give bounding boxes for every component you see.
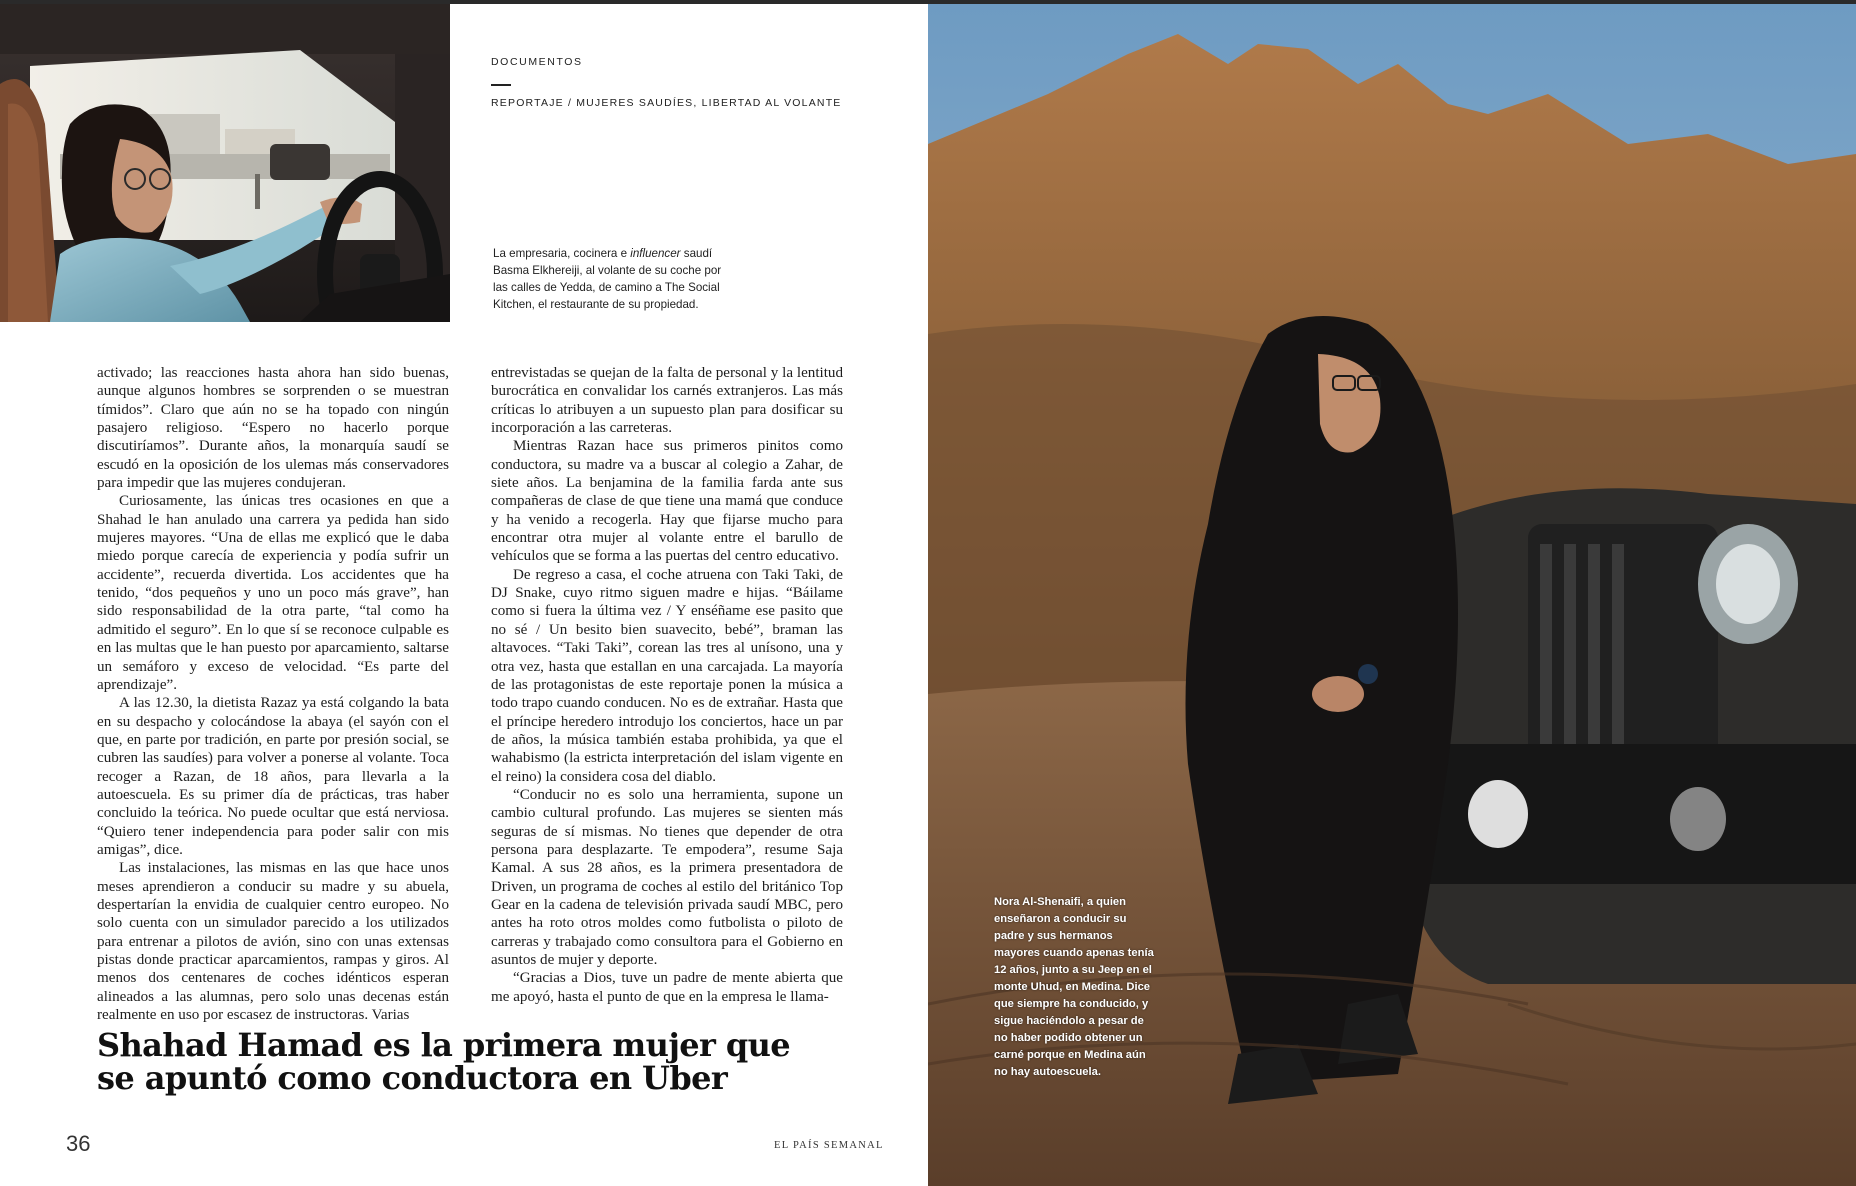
section-label: DOCUMENTOS — [491, 56, 583, 68]
paragraph: Curiosamente, las únicas tres ocasiones en que a Shahad le han anulado una carrera ya pedida han sido mujeres mayores. “Una de ellas me explicó que le daba miedo porque carecía de experiencia y podía sufrir un accidente”, recuerda divertida. Los accidentes que ha tenido, “dos pequeños y uno un poco más grave”, han sido responsabilidad de la otra parte, “tal como ha admitido el seguro”. En lo que sí se reconoce culpable es en las multas que le han puesto por aparcamiento, saltarse un semáforo y exceso de velocidad. “Es parte del aprendizaje”. — [97, 493, 449, 693]
paragraph: activado; las reacciones hasta ahora han sido buenas, aunque algunos hombres se sorprenden o se muestran tímidos”. Claro que aún no se ha topado con ningún pasajero religioso. “Espero no hacerlo porque discutiríamos”. Durante años, la monarquía saudí se escudó en la oposición de los ulemas más conservadores para impedir que las mujeres condujeran. — [97, 365, 449, 492]
subsection-label: REPORTAJE / MUJERES SAUDÍES, LIBERTAD AL VOLANTE — [491, 97, 842, 109]
paragraph: “Gracias a Dios, tuve un padre de mente abierta que me apoyó, hasta el punto de que en la empresa le llama- — [491, 970, 843, 1005]
photo-caption-top — [493, 245, 723, 313]
left-page — [0, 4, 928, 1186]
section-divider — [491, 84, 511, 86]
magazine-name: EL PAÍS SEMANAL — [774, 1140, 884, 1151]
paragraph: De regreso a casa, el coche atruena con Taki Taki, de DJ Snake, cuyo ritmo siguen madre e hijas. “Báilame como si fuera la última vez / Y enséñame ese pasito que no sé / Un besito bien suavecito, bebé”, braman las altavoces. “Taki Taki”, corean las tres al unísono, una y otra vez, hasta que estallan en una carcajada. La mayoría de las protagonistas de este reportaje ponen la música a todo trapo cuando conducen. No es de extrañar. Hasta que el príncipe heredero introdujo los conciertos, hace un par de años, la música también estaba prohibida, ya que el wahabismo (la estricta interpretación del islam vigente en el reino) la considera cosa del diablo. — [491, 566, 843, 785]
paragraph: “Conducir no es solo una herramienta, supone un cambio cultural profundo. Las mujeres se sienten más seguras de sí mismas. No tienes que depender de otra persona para desplazarte. Te empodera”, resume Saja Kamal. A sus 28 años, es la primera presentadora de Driven, un programa de coches al estilo del británico Top Gear en la cadena de televisión privada saudí MBC, pero antes ha roto otros moldes como futbolista o piloto de carreras y trabajado como consultora para el Gobierno en asuntos de mujer y deporte. — [491, 786, 843, 968]
page-number: 36 — [66, 1131, 91, 1156]
paragraph: A las 12.30, la dietista Razaz ya está colgando la bata en su despacho y colocándose la abaya (el sayón con el que, en parte por tradición, en parte por presión social, se cubren las saudíes) para volver a ponerse al volante. Toca recoger a Razan, de 18 años, para llevarla a la autoescuela. Es su primer día de prácticas, tras haber concluido la teórica. No puede ocultar que está nerviosa. “Quiero tener independencia para poder salir con mis amigas”, dice. — [97, 695, 449, 858]
photo-caption-right: Nora Al-Shenaifi, a quien enseñaron a conducir su padre y sus hermanos mayores cuando apenas tenía 12 años, junto a su Jeep en el monte Uhud, en Medina. Dice que siempre ha conducido, y sigue haciéndolo a pesar de no haber podido obtener un carné porque en Medina aún no hay autoescuela. — [994, 896, 1154, 1078]
body-column-1 — [97, 364, 449, 1024]
caption-top-text-pre: La empresaria, cocinera e — [493, 247, 631, 260]
caption-top-text-post: saudí Basma Elkhereiji, al volante de su coche por las calles de Yedda, de camino a The Social Kitchen, el restaurante de su propiedad. — [493, 247, 722, 311]
body-column-2 — [491, 364, 843, 1006]
paragraph: Mientras Razan hace sus primeros pinitos como conductora, su madre va a buscar al colegio a Zahar, de siete años. La benjamina de la familia farda ante sus compañeras de clase de que tiene una mamá que conduce y ha venido a recogerla. Hay que fijarse mucho para encontrar otra mujer al volante entre el barullo de vehículos que se forma a las puertas del centro educativo. — [491, 438, 843, 565]
driving-photo-illustration — [0, 4, 450, 322]
photo-woman-driving — [0, 4, 450, 322]
pull-quote-headline: Shahad Hamad es la primera mujer que se apuntó como conductora en Uber — [97, 1026, 791, 1097]
paragraph: entrevistadas se quejan de la falta de personal y la lentitud burocrática en convalidar los carnés extranjeros. Las más críticas lo atribuyen a un supuesto plan para dosificar su incorporación a las carreteras. — [491, 365, 843, 437]
caption-top-italic: influencer — [630, 247, 681, 260]
paragraph: Las instalaciones, las mismas en las que hace unos meses aprendieron a conducir su madre y su abuela, despertarían la envidia de cualquier centro europeo. No solo cuenta con un simulador parecido a los utilizados para entrenar a pilotos de avión, sino con unas extensas pistas donde practicar aparcamientos, rampas y giros. Al menos dos centenares de coches idénticos esperan alineados a las alumnas, pero solo unas decenas están realmente en uso por escasez de instructoras. Varias — [97, 860, 449, 1024]
right-page-photo — [928, 4, 1856, 1186]
